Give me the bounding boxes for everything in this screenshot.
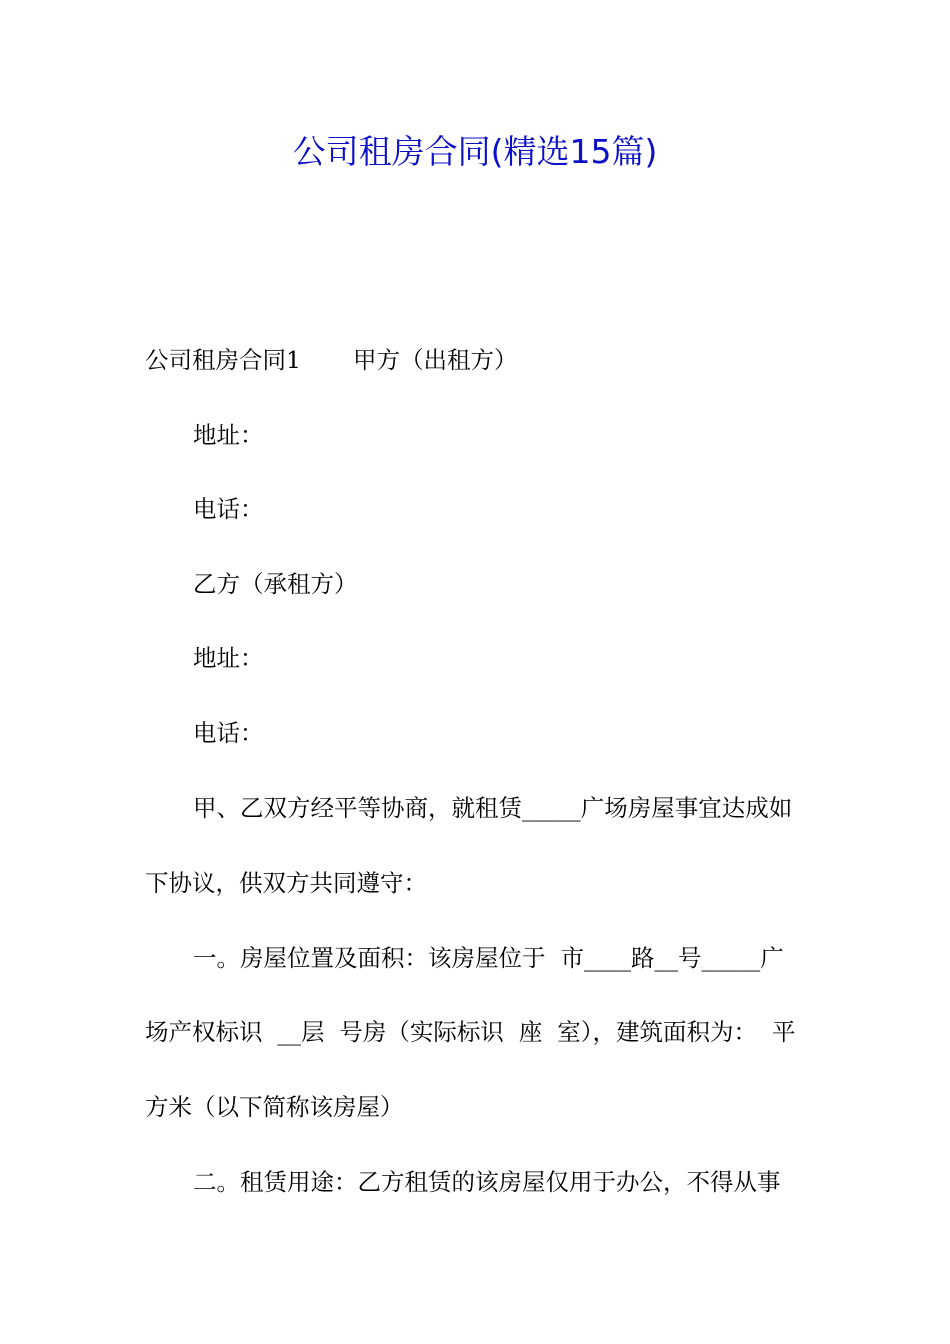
contract-heading-line <box>145 342 517 378</box>
clause-1-line-2: 场产权标识 __层 号房（实际标识 座 室），建筑面积为： 平 <box>145 1018 796 1046</box>
preamble-line-2: 下协议，供双方共同遵守： <box>145 869 427 897</box>
party-b-address: 地址： <box>193 644 264 672</box>
contract-number-label: 公司租房合同1 <box>145 346 301 374</box>
party-a-address: 地址： <box>193 421 264 449</box>
clause-2-line-1: 二。租赁用途：乙方租赁的该房屋仅用于办公，不得从事 <box>193 1168 781 1196</box>
party-b-label: 乙方（承租方） <box>193 570 358 598</box>
party-b-phone: 电话： <box>193 719 264 747</box>
party-a-phone: 电话： <box>193 495 264 523</box>
preamble-line-1: 甲、乙双方经平等协商，就租赁_____广场房屋事宜达成如 <box>193 794 793 822</box>
document-title: 公司租房合同(精选15篇) <box>292 132 658 171</box>
clause-1-line-3: 方米（以下简称该房屋） <box>145 1093 404 1121</box>
party-a-label: 甲方（出租方） <box>352 346 518 374</box>
clause-1-line-1: 一。房屋位置及面积：该房屋位于 市____路__号_____广 <box>193 944 784 972</box>
